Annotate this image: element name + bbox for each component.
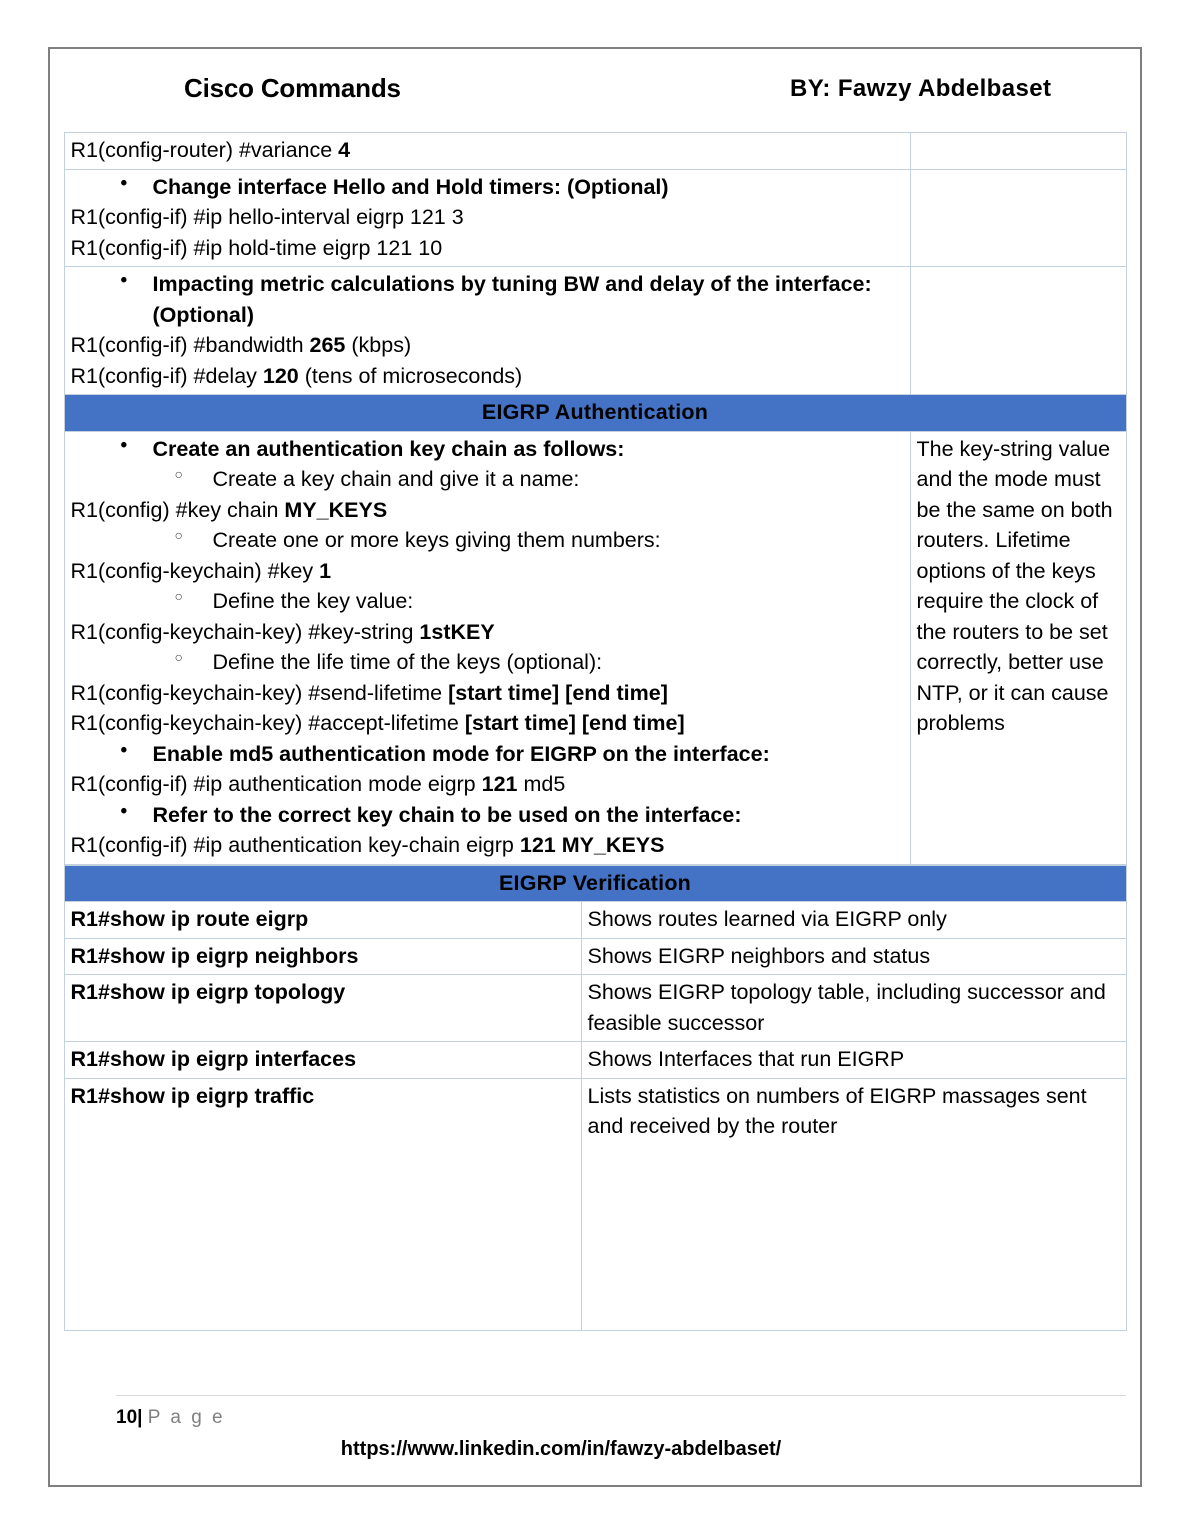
footer-divider [116, 1395, 1126, 1396]
table-row-section-header [64, 865, 1126, 902]
table-row [64, 1042, 1126, 1079]
page-separator: | [137, 1407, 143, 1428]
verification-description: Lists statistics on numbers of EIGRP massages sent and received by the router [581, 1078, 1126, 1330]
verification-command: R1#show ip eigrp traffic [64, 1078, 581, 1330]
page-word: P a g e [147, 1407, 226, 1428]
command-line: R1(config-keychain-key) #accept-lifetime [start time] [end time] [70, 711, 685, 736]
command-argument: [start time] [end time] [448, 680, 668, 705]
sub-bullet-list [71, 586, 904, 617]
cell-timers [64, 169, 910, 267]
command-line: R1(config-router) #variance 4 [70, 138, 351, 162]
list-item: • Refer to the correct key chain to be used on the interface: [119, 800, 904, 831]
list-item: ○ Create a key chain and give it a name: [175, 464, 904, 495]
cell-variance-note [910, 133, 1126, 170]
command-argument: 121 [481, 772, 518, 797]
sub-bullet-list [71, 647, 904, 678]
section-header-verification: EIGRP Verification [64, 865, 1126, 902]
command-line: R1(config-if) #bandwidth 265 (kbps) [70, 333, 412, 358]
command-line: R1(config-keychain) #key 1 [70, 558, 332, 583]
command-line: R1(config-keychain-key) #send-lifetime [start time] [end time] [70, 680, 668, 705]
command-line: R1(config) #key chain MY_KEYS [70, 497, 388, 522]
verification-description: Shows Interfaces that run EIGRP [581, 1042, 1126, 1079]
page-number: 10 [116, 1407, 138, 1428]
cell-authentication-note: The key-string value and the mode must be the same on both routers. Lifetime options of the keys require the clock of the routers to be set correctly, better use NTP, or it can cause problems [910, 431, 1126, 864]
table-row [64, 1078, 1126, 1330]
verification-command: R1#show ip eigrp interfaces [64, 1042, 581, 1079]
command-argument: [start time] [end time] [464, 711, 685, 736]
eigrp-config-table [64, 132, 1127, 865]
page-title: Cisco Commands [184, 73, 401, 103]
command-argument: 121 MY_KEYS [519, 833, 665, 858]
cell-authentication-commands [64, 431, 910, 864]
table-row [64, 938, 1126, 975]
bullet-list [71, 434, 904, 465]
command-line: R1(config-keychain-key) #key-string 1stKEY [70, 619, 495, 644]
document-header [50, 49, 1140, 132]
table-row [64, 169, 1126, 267]
cell-metric-tuning [64, 267, 910, 395]
cell-variance-command [64, 133, 910, 170]
command-argument: 4 [338, 138, 351, 162]
table-row [64, 902, 1126, 939]
cell-metric-note [910, 267, 1126, 395]
list-item: • Impacting metric calculations by tuning BW and delay of the interface: (Optional) [119, 269, 904, 330]
command-line: R1(config-if) #ip authentication mode eigrp 121 md5 [70, 772, 566, 797]
sub-bullet-list [71, 525, 904, 556]
command-line: R1(config-if) #ip hold-time eigrp 121 10 [70, 235, 443, 260]
eigrp-verification-table [64, 865, 1127, 1331]
table-row [64, 267, 1126, 395]
verification-description: Shows EIGRP topology table, including successor and feasible successor [581, 975, 1126, 1042]
verification-command: R1#show ip eigrp topology [64, 975, 581, 1042]
bullet-list [71, 172, 904, 203]
list-item: • Create an authentication key chain as follows: [119, 434, 904, 465]
verification-command: R1#show ip route eigrp [64, 902, 581, 939]
page-number-label [116, 1407, 1126, 1429]
command-argument: 120 [262, 363, 299, 388]
command-argument: 1 [319, 558, 332, 583]
bullet-list [71, 800, 904, 831]
bullet-list [71, 739, 904, 770]
verification-command: R1#show ip eigrp neighbors [64, 938, 581, 975]
command-argument: 1stKEY [419, 619, 495, 644]
section-header-authentication: EIGRP Authentication [64, 395, 1126, 432]
bullet-list [71, 269, 904, 330]
cell-timers-note [910, 169, 1126, 267]
linkedin-url[interactable]: https://www.linkedin.com/in/fawzy-abdelbaset/ [340, 1438, 782, 1460]
command-line: R1(config-if) #ip hello-interval eigrp 121 3 [70, 205, 464, 230]
list-item: • Change interface Hello and Hold timers: (Optional) [119, 172, 904, 203]
table-row [64, 133, 1126, 170]
page-footer [116, 1395, 1126, 1461]
command-line: R1(config-if) #delay 120 (tens of microseconds) [70, 363, 523, 388]
verification-description: Shows EIGRP neighbors and status [581, 938, 1126, 975]
verification-description: Shows routes learned via EIGRP only [581, 902, 1126, 939]
author-byline: BY: Fawzy Abdelbaset [790, 75, 1052, 102]
table-row [64, 975, 1126, 1042]
command-argument: 265 [309, 333, 346, 358]
sub-bullet-list [71, 464, 904, 495]
table-row-section-header [64, 395, 1126, 432]
list-item: ○ Define the life time of the keys (optional): [175, 647, 904, 678]
document-page [48, 47, 1142, 1487]
list-item: ○ Create one or more keys giving them numbers: [175, 525, 904, 556]
command-argument: MY_KEYS [284, 497, 388, 522]
command-line: R1(config-if) #ip authentication key-chain eigrp 121 MY_KEYS [70, 833, 665, 858]
table-row [64, 431, 1126, 864]
list-item: • Enable md5 authentication mode for EIGRP on the interface: [119, 739, 904, 770]
list-item: ○ Define the key value: [175, 586, 904, 617]
